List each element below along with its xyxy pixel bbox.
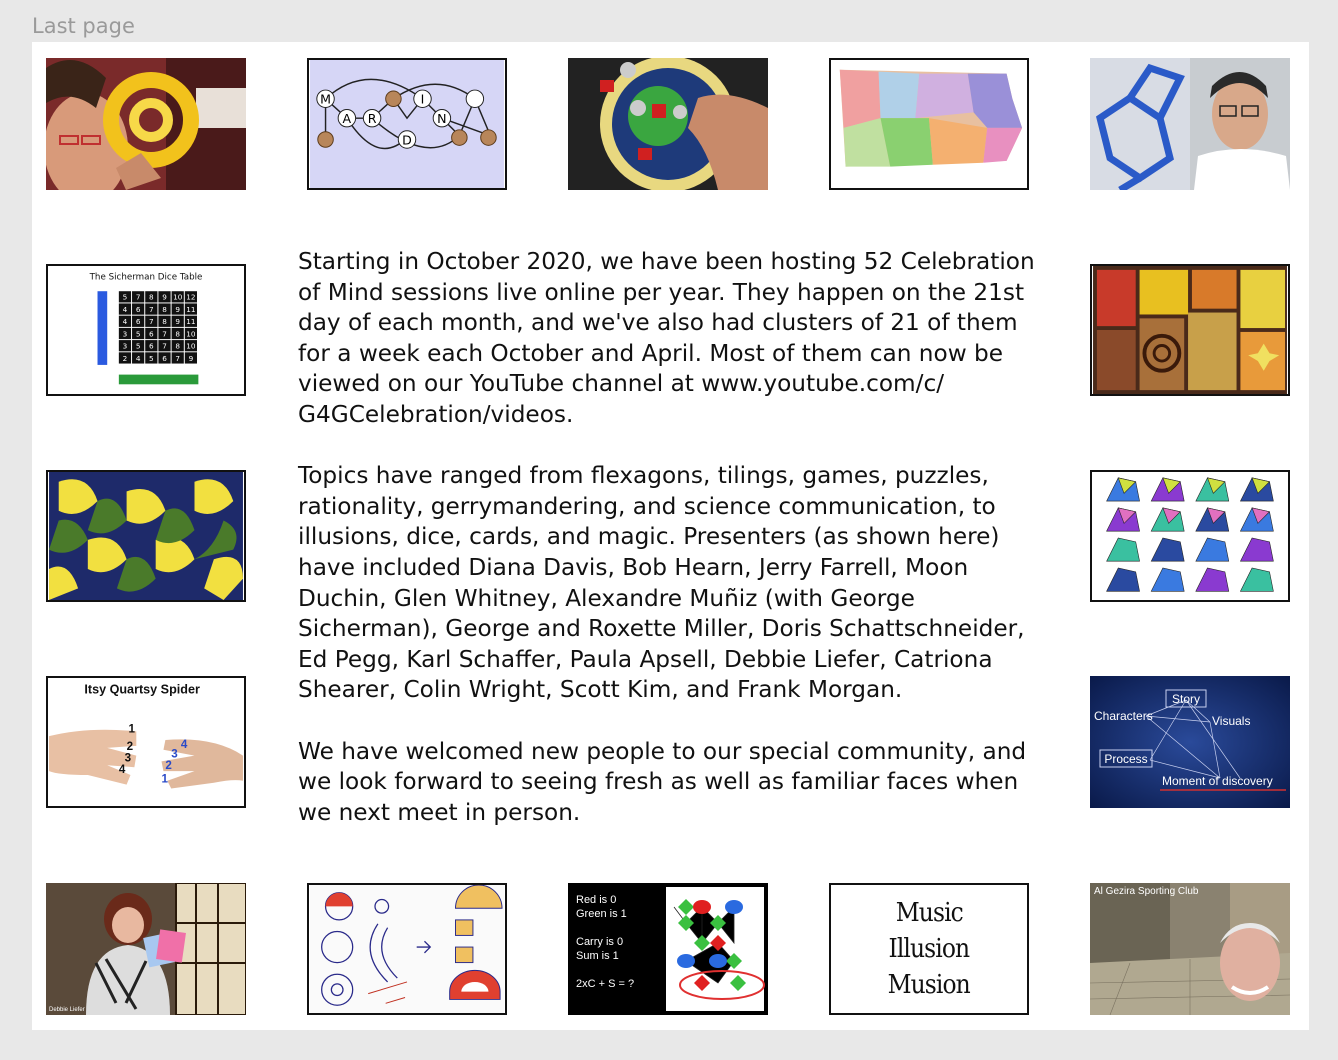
dice-cell-value: 7 (175, 353, 181, 363)
dice-cell-value: 9 (175, 317, 181, 327)
logic-circuit-image (568, 883, 768, 1015)
concept-node-story: Story (1171, 692, 1201, 706)
escher-tiling-image (48, 472, 244, 600)
logic-line: Carry is 0 (576, 936, 624, 948)
dice-cell-value: 8 (175, 341, 181, 351)
dice-cell-value: 5 (135, 329, 141, 339)
dice-cell-value: 11 (186, 304, 196, 314)
thumb-dice-table (46, 264, 246, 396)
dice-table-title: The Sicherman Dice Table (89, 272, 203, 283)
dice-cell-value: 10 (186, 329, 196, 339)
thumb-mind-graph (307, 58, 507, 190)
body-paragraph: We have welcomed new people to our special community, and we look forward to seeing fresh as well as familiar faces when we next meet in person. (298, 737, 1027, 826)
geometry-sketch-image (309, 885, 505, 1013)
gezira-presenter-image (1090, 883, 1290, 1015)
thumb-debbie-liefer (46, 883, 246, 1015)
dice-cell-value: 6 (135, 304, 141, 314)
dice-cell-value: 9 (188, 353, 194, 363)
ambigram-line: Musion (887, 970, 971, 1000)
spider-title: Itsy Quartsy Spider (84, 682, 200, 697)
ambigram-line: Music (895, 898, 963, 928)
dice-cell-value: 8 (149, 292, 154, 302)
concept-node-process: Process (1104, 752, 1148, 766)
mind-letter: R (367, 111, 377, 127)
dice-cell-value: 3 (122, 329, 128, 339)
logic-line: 2xC + S = ? (576, 978, 635, 990)
dice-table-image (48, 266, 244, 394)
tiling-presenter-image (1090, 58, 1290, 190)
body-paragraph: Starting in October 2020, we have been hosting 52 Celebration of Mind sessions live online per year. They happen on the 21st day of each month, and we've also had clusters of 21 of them for a week each October and April. Most of them can now be viewed on our YouTube channel at www.youtube.com/c/ G4GCelebration/videos. (298, 248, 1035, 428)
spider-hands-image (48, 678, 244, 806)
polyform-grid-image (1092, 472, 1288, 600)
slide (32, 42, 1309, 1030)
dice-cell-value: 6 (149, 329, 154, 339)
debbie-liefer-image (46, 883, 246, 1015)
dice-cell-value: 12 (186, 292, 196, 302)
dice-cell-value: 7 (135, 292, 141, 302)
dice-cell-value: 9 (162, 292, 167, 302)
mind-letter: D (402, 132, 412, 148)
dice-cell-value: 4 (122, 317, 128, 327)
dice-cell-value: 5 (149, 353, 154, 363)
thumb-spider-hands (46, 676, 246, 808)
spider-right-number: 3 (171, 747, 178, 761)
dice-cell-value: 8 (162, 317, 167, 327)
concept-node-characters: Characters (1094, 709, 1153, 723)
thumb-tiling-presenter (1090, 58, 1290, 190)
dice-cell-value: 10 (186, 341, 196, 351)
mind-letter: A (342, 111, 352, 127)
spider-left-number: 4 (118, 763, 126, 777)
dice-cell-value: 9 (175, 304, 181, 314)
spider-left-number: 3 (124, 751, 132, 765)
flexagon-presenter-image (46, 58, 246, 190)
mind-graph-image (309, 60, 505, 188)
slide-body-text (298, 247, 1048, 859)
dice-cell-value: 7 (149, 317, 154, 327)
dice-cell-value: 4 (135, 353, 141, 363)
district-map-image (831, 60, 1027, 188)
thumb-gezira-presenter (1090, 883, 1290, 1015)
mind-letter: N (437, 111, 447, 127)
gezira-caption: Al Gezira Sporting Club (1094, 886, 1199, 897)
dice-cell-value: 6 (135, 317, 141, 327)
dice-cell-value: 3 (122, 341, 128, 351)
thumb-flexagon-presenter (46, 58, 246, 190)
dice-cell-value: 11 (186, 317, 196, 327)
dice-cell-value: 8 (162, 304, 167, 314)
puzzle-boxes-image (1092, 266, 1288, 394)
thumb-district-map (829, 58, 1029, 190)
logic-line: Green is 1 (576, 908, 627, 920)
debbie-caption: Debbie Liefer (49, 1007, 85, 1013)
mind-letter: M (320, 91, 331, 107)
dice-cell-value: 6 (162, 353, 167, 363)
spider-right-number: 2 (165, 759, 172, 773)
thumb-ambigram (829, 883, 1029, 1015)
logic-line: Red is 0 (576, 894, 617, 906)
dice-cell-value: 7 (149, 304, 154, 314)
thumb-concept-map (1090, 676, 1290, 808)
gear-puzzle-image (568, 58, 768, 190)
dice-cell-value: 8 (175, 329, 181, 339)
thumb-escher-tiling (46, 470, 246, 602)
spider-right-number: 4 (180, 737, 188, 751)
thumb-puzzle-boxes (1090, 264, 1290, 396)
dice-cell-value: 6 (149, 341, 154, 351)
dice-cell-value: 5 (122, 292, 128, 302)
concept-map-image (1090, 676, 1290, 808)
concept-node-visuals: Visuals (1212, 714, 1251, 728)
page-label: Last page (32, 14, 135, 38)
concept-node-moment: Moment of discovery (1162, 774, 1273, 788)
spider-right-number: 1 (161, 772, 168, 786)
dice-cell-value: 5 (135, 341, 141, 351)
logic-line: Sum is 1 (576, 950, 619, 962)
mind-letter: I (420, 91, 425, 107)
spider-left-number: 2 (126, 739, 134, 753)
dice-cell-value: 2 (122, 353, 128, 363)
thumb-polyform-grid (1090, 470, 1290, 602)
dice-cell-value: 10 (173, 292, 183, 302)
body-paragraph: Topics have ranged from flexagons, tilings, games, puzzles, rationality, gerrymandering, and science communication, to illusions, dice, cards, and magic. Presenters (as shown here) have included Diana Davis, Bob Hearn, Jerry Farrell, Moon Duchin, Glen Whitney, Alexandre Muñiz (with George Sicherman), George and Roxette Miller, Doris Schattschneider, Ed Pegg, Karl Schaffer, Paula Apsell, Debbie Liefer, Catriona Shearer, Colin Wright, Scott Kim, and Frank Morgan. (298, 462, 1025, 704)
dice-cell-value: 7 (162, 329, 167, 339)
dice-cell-value: 7 (162, 341, 167, 351)
thumb-logic-circuit (568, 883, 768, 1015)
thumb-geometry-sketch (307, 883, 507, 1015)
spider-left-number: 1 (128, 722, 136, 736)
ambigram-line: Illusion (888, 934, 970, 964)
thumb-gear-puzzle (568, 58, 768, 190)
dice-cell-value: 4 (122, 304, 128, 314)
